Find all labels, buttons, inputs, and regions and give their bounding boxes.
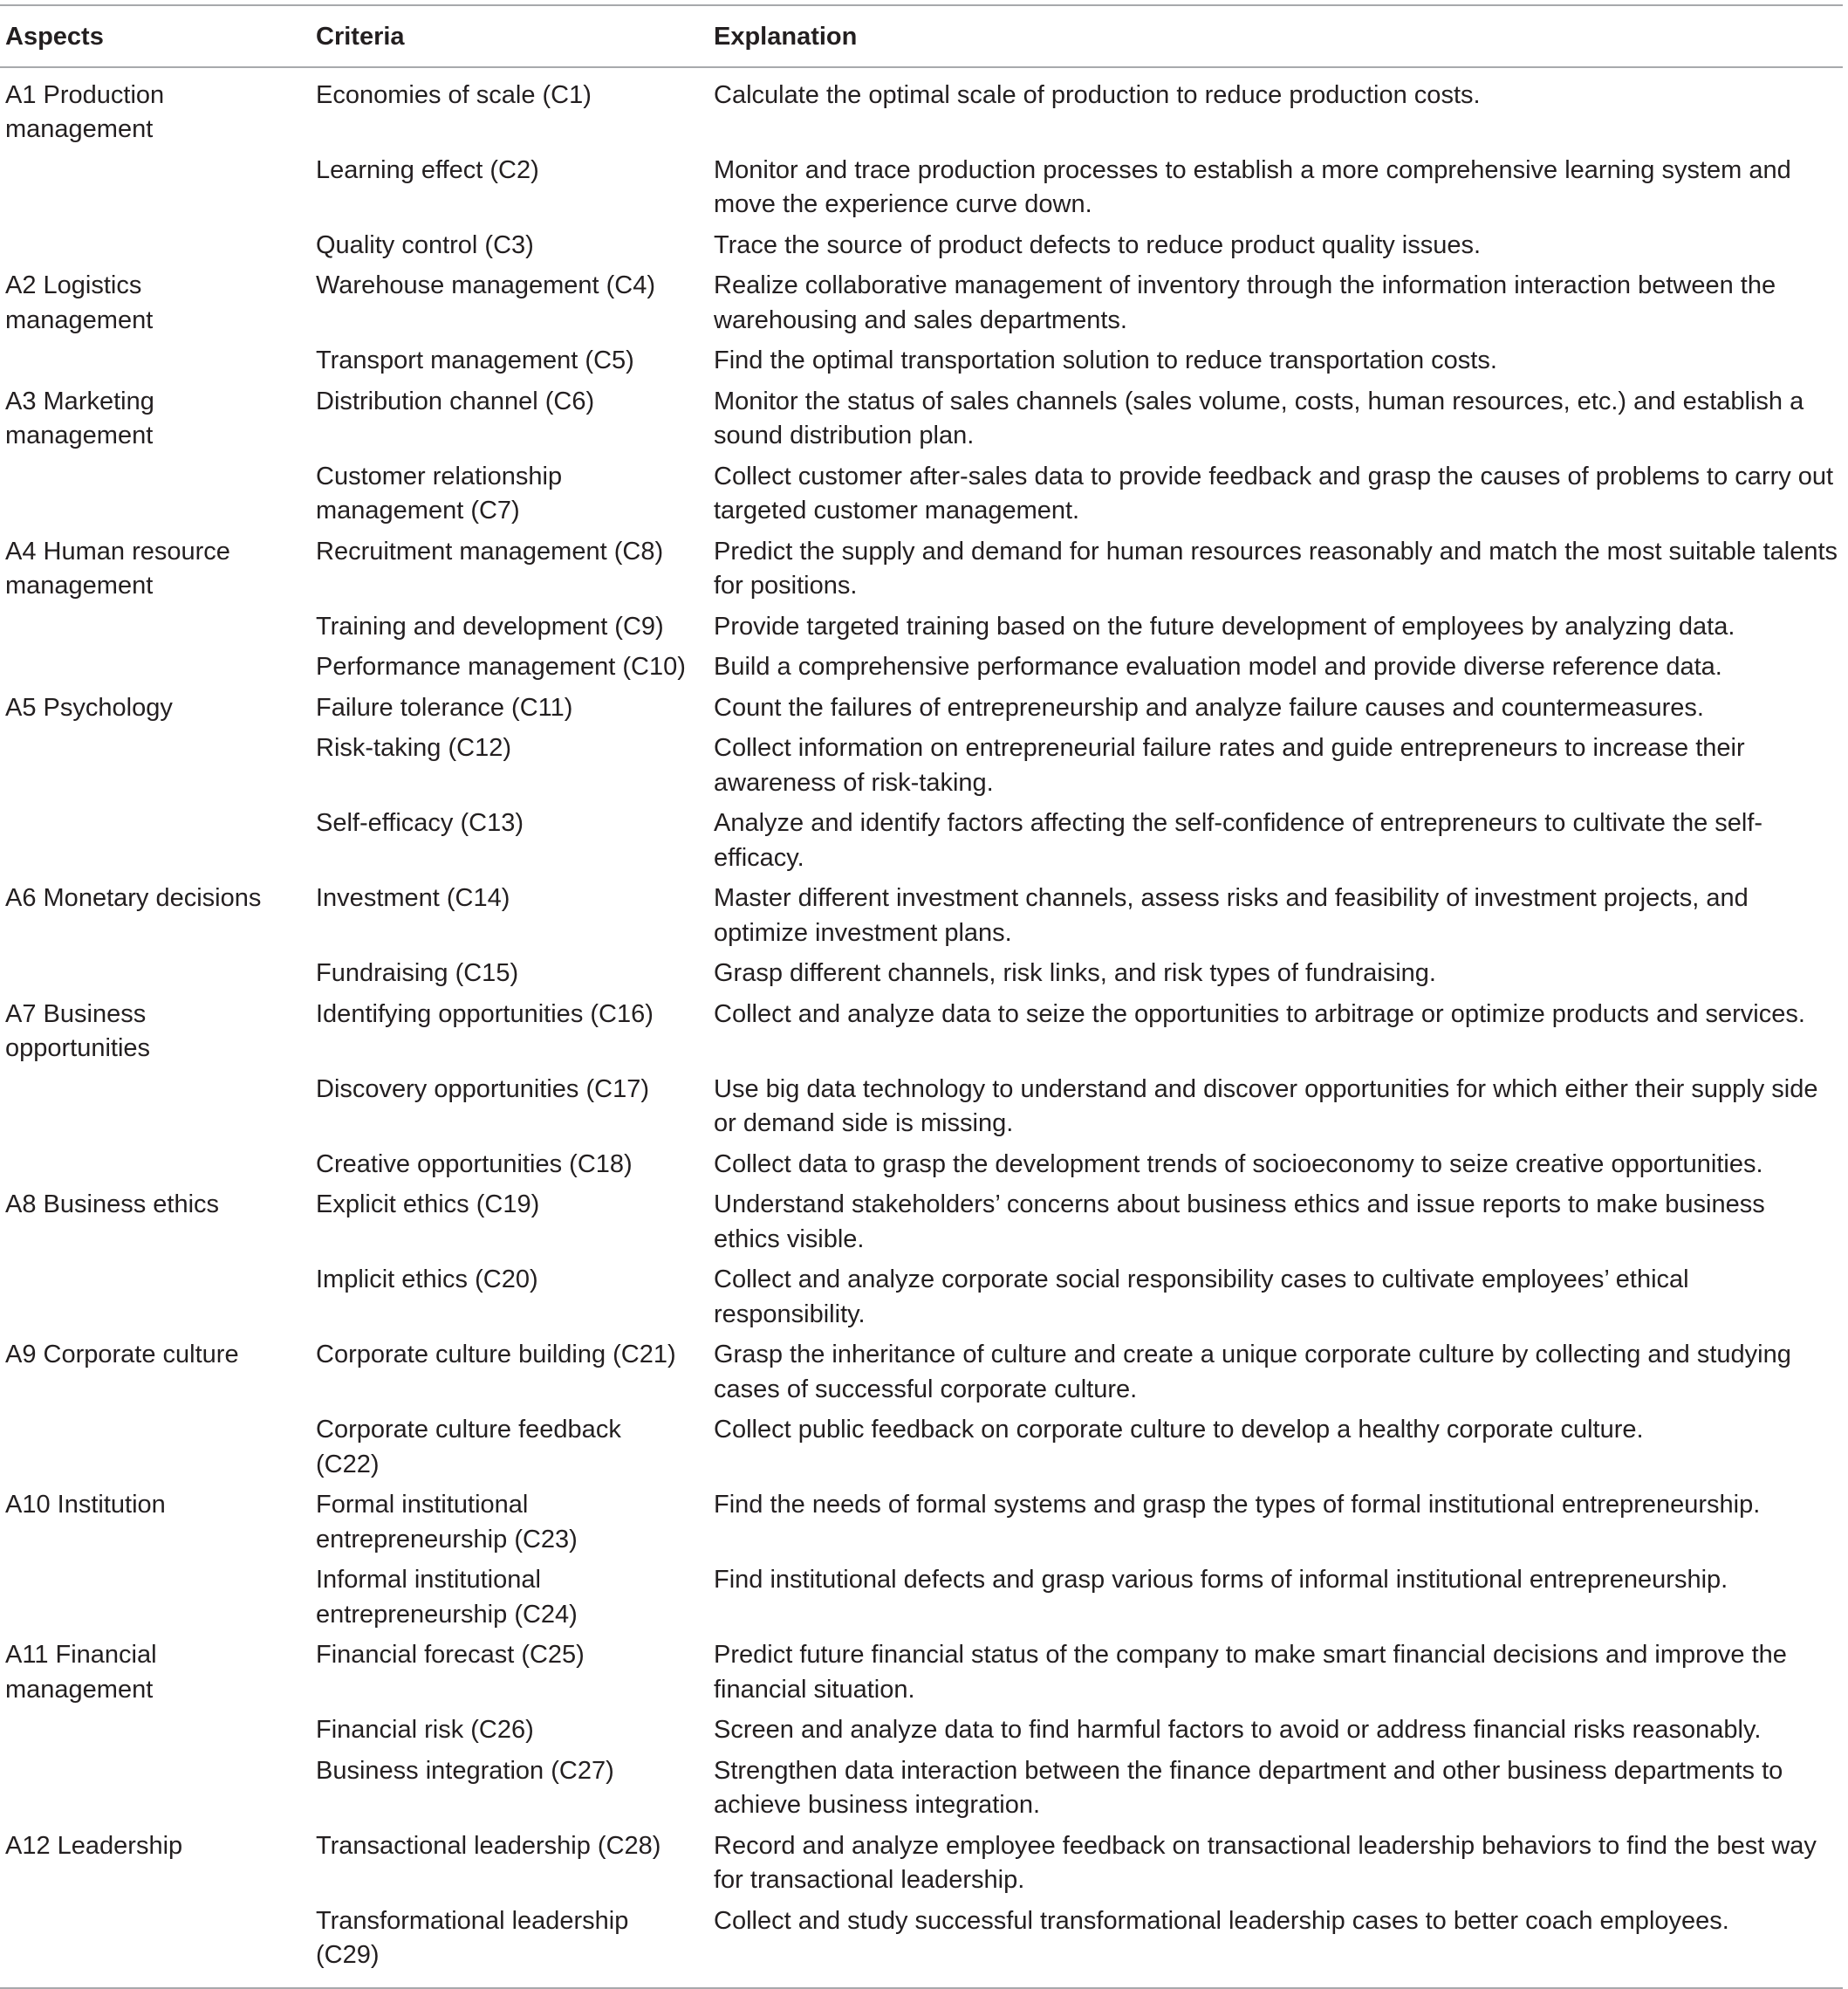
- table-row: [0, 1145, 1843, 1186]
- criteria-cell: Creative opportunities (C18): [316, 1149, 633, 1178]
- aspect-cell: [0, 457, 311, 532]
- table-row: [0, 804, 1843, 879]
- table-row: [0, 151, 1843, 226]
- aspect-cell: A6 Monetary decisions: [5, 884, 262, 912]
- header-criteria: Criteria: [316, 23, 405, 51]
- aspect-cell: [0, 1560, 311, 1636]
- table-body: [0, 67, 1843, 1988]
- explanation-cell: Trace the source of product defects to reduce product quality issues.: [714, 230, 1482, 259]
- explanation-cell: Build a comprehensive performance evaluation model and provide diverse reference data.: [714, 653, 1722, 681]
- table-row: [0, 1070, 1843, 1145]
- criteria-cell: Self-efficacy (C13): [316, 809, 524, 837]
- header-row: [0, 5, 1843, 67]
- criteria-cell: Learning effect (C2): [316, 155, 539, 184]
- explanation-cell: Collect data to grasp the development trends of socioeconomy to seize creative opportunities.: [714, 1149, 1763, 1178]
- explanation-cell: Find the optimal transportation solution to reduce transportation costs.: [714, 346, 1497, 374]
- aspect-cell: A8 Business ethics: [5, 1190, 220, 1218]
- explanation-cell: Monitor and trace production processes to establish a more comprehensive learning system and move the experience curve down.: [714, 155, 1791, 218]
- explanation-cell: Collect and analyze data to seize the opportunities to arbitrage or optimize products and services.: [714, 999, 1805, 1028]
- aspect-cell: A11 Financial management: [5, 1641, 157, 1704]
- table-row: [0, 879, 1843, 954]
- criteria-cell: Performance management (C10): [316, 653, 686, 681]
- criteria-cell: Identifying opportunities (C16): [316, 999, 654, 1028]
- criteria-cell: Financial forecast (C25): [316, 1641, 585, 1669]
- table-row: [0, 954, 1843, 995]
- explanation-cell: Screen and analyze data to find harmful factors to avoid or address financial risks reasonably.: [714, 1716, 1762, 1744]
- header-explanation: Explanation: [714, 23, 858, 51]
- table-row: [0, 1335, 1843, 1410]
- aspect-cell: [0, 1902, 311, 1988]
- table-row: [0, 1902, 1843, 1988]
- criteria-cell: Corporate culture feedback (C22): [316, 1416, 621, 1478]
- table-row: [0, 1485, 1843, 1560]
- criteria-cell: Business integration (C27): [316, 1756, 614, 1785]
- table-row: [0, 266, 1843, 341]
- explanation-cell: Realize collaborative management of inventory through the information interaction between the warehousing and sales departments.: [714, 271, 1776, 334]
- explanation-cell: Collect and study successful transformational leadership cases to better coach employees.: [714, 1906, 1729, 1935]
- header-aspects: Aspects: [5, 23, 104, 51]
- table-row: [0, 1636, 1843, 1711]
- criteria-cell: Implicit ethics (C20): [316, 1265, 538, 1293]
- criteria-cell: Informal institutional entrepreneurship (C24): [316, 1566, 578, 1629]
- explanation-cell: Use big data technology to understand and discover opportunities for which either their supply side or demand side is missing.: [714, 1074, 1818, 1137]
- criteria-cell: Failure tolerance (C11): [316, 693, 573, 722]
- table-row: [0, 648, 1843, 689]
- aspect-cell: [0, 226, 311, 267]
- table-row: [0, 1827, 1843, 1902]
- aspect-cell: A4 Human resource management: [5, 537, 230, 600]
- aspect-cell: [0, 804, 311, 879]
- criteria-cell: Investment (C14): [316, 884, 510, 912]
- table-row: [0, 226, 1843, 267]
- criteria-cell: Economies of scale (C1): [316, 80, 592, 109]
- table-row: [0, 67, 1843, 151]
- table-row: [0, 729, 1843, 804]
- table-row: [0, 607, 1843, 648]
- explanation-cell: Monitor the status of sales channels (sales volume, costs, human resources, etc.) and establish a sound distribution plan.: [714, 387, 1804, 449]
- criteria-cell: Warehouse management (C4): [316, 271, 655, 299]
- aspect-cell: [0, 341, 311, 382]
- aspect-cell: A3 Marketing management: [5, 387, 154, 449]
- explanation-cell: Find institutional defects and grasp various forms of informal institutional entrepreneurship.: [714, 1566, 1728, 1594]
- criteria-cell: Recruitment management (C8): [316, 537, 664, 566]
- aspect-cell: [0, 648, 311, 689]
- table-row: [0, 532, 1843, 607]
- explanation-cell: Calculate the optimal scale of production to reduce production costs.: [714, 80, 1481, 109]
- table-row: [0, 1410, 1843, 1485]
- aspect-cell: A5 Psychology: [5, 693, 173, 722]
- criteria-cell: Formal institutional entrepreneurship (C23): [316, 1491, 578, 1553]
- table-row: [0, 995, 1843, 1070]
- explanation-cell: Count the failures of entrepreneurship and analyze failure causes and countermeasures.: [714, 693, 1704, 722]
- explanation-cell: Record and analyze employee feedback on transactional leadership behaviors to find the best way for transactional leadership.: [714, 1831, 1817, 1894]
- table-row: [0, 1260, 1843, 1335]
- criteria-cell: Quality control (C3): [316, 230, 534, 259]
- aspect-cell: A10 Institution: [5, 1491, 166, 1519]
- table-row: [0, 1711, 1843, 1752]
- explanation-cell: Collect public feedback on corporate culture to develop a healthy corporate culture.: [714, 1416, 1644, 1444]
- criteria-cell: Transformational leadership (C29): [316, 1906, 629, 1969]
- criteria-cell: Transport management (C5): [316, 346, 634, 374]
- explanation-cell: Collect information on entrepreneurial failure rates and guide entrepreneurs to increase their awareness of risk-taking.: [714, 734, 1745, 797]
- aspect-cell: [0, 954, 311, 995]
- explanation-cell: Find the needs of formal systems and grasp the types of formal institutional entrepreneurship.: [714, 1491, 1761, 1519]
- aspect-cell: [0, 1260, 311, 1335]
- explanation-cell: Provide targeted training based on the future development of employees by analyzing data.: [714, 612, 1735, 641]
- aspect-cell: [0, 607, 311, 648]
- aspect-cell: [0, 1410, 311, 1485]
- explanation-cell: Collect customer after-sales data to provide feedback and grasp the causes of problems to carry out targeted customer management.: [714, 462, 1834, 525]
- table-row: [0, 382, 1843, 457]
- explanation-cell: Master different investment channels, assess risks and feasibility of investment projects, and optimize investment plans.: [714, 884, 1749, 947]
- table-row: [0, 1185, 1843, 1260]
- criteria-cell: Fundraising (C15): [316, 959, 519, 987]
- table-row: [0, 1560, 1843, 1636]
- aspect-cell: [0, 151, 311, 226]
- explanation-cell: Grasp the inheritance of culture and create a unique corporate culture by collecting and studying cases of successful corporate culture.: [714, 1341, 1791, 1403]
- explanation-cell: Understand stakeholders’ concerns about business ethics and issue reports to make business ethics visible.: [714, 1190, 1765, 1253]
- aspect-cell: [0, 1145, 311, 1186]
- criteria-cell: Corporate culture building (C21): [316, 1341, 676, 1368]
- criteria-cell: Risk-taking (C12): [316, 734, 511, 762]
- explanation-cell: Predict future financial status of the company to make smart financial decisions and improve the financial situation.: [714, 1641, 1787, 1704]
- criteria-cell: Explicit ethics (C19): [316, 1190, 540, 1218]
- explanation-cell: Grasp different channels, risk links, and risk types of fundraising.: [714, 959, 1436, 987]
- table-row: [0, 341, 1843, 382]
- explanation-cell: Strengthen data interaction between the finance department and other business departments to achieve business integration.: [714, 1756, 1783, 1819]
- criteria-cell: Distribution channel (C6): [316, 387, 595, 415]
- table-row: [0, 1752, 1843, 1827]
- criteria-table: [0, 4, 1843, 1989]
- table-row: [0, 689, 1843, 730]
- aspect-cell: A7 Business opportunities: [5, 999, 151, 1062]
- criteria-cell: Discovery opportunities (C17): [316, 1074, 649, 1103]
- aspect-cell: A12 Leadership: [5, 1831, 183, 1860]
- table-header: [0, 5, 1843, 67]
- criteria-cell: Transactional leadership (C28): [316, 1831, 661, 1860]
- explanation-cell: Collect and analyze corporate social responsibility cases to cultivate employees’ ethical responsibility.: [714, 1265, 1689, 1328]
- aspect-cell: [0, 1752, 311, 1827]
- criteria-cell: Financial risk (C26): [316, 1716, 534, 1744]
- aspect-cell: [0, 729, 311, 804]
- criteria-cell: Customer relationship management (C7): [316, 462, 563, 525]
- aspect-cell: A1 Production management: [5, 80, 165, 143]
- explanation-cell: Predict the supply and demand for human resources reasonably and match the most suitable talents for positions.: [714, 537, 1838, 600]
- aspect-cell: A2 Logistics management: [5, 271, 154, 334]
- explanation-cell: Analyze and identify factors affecting the self-confidence of entrepreneurs to cultivate the self-efficacy.: [714, 809, 1763, 872]
- aspect-cell: [0, 1070, 311, 1145]
- table-row: [0, 457, 1843, 532]
- criteria-cell: Training and development (C9): [316, 612, 664, 641]
- aspect-cell: [0, 1711, 311, 1752]
- aspect-cell: A9 Corporate culture: [5, 1341, 239, 1368]
